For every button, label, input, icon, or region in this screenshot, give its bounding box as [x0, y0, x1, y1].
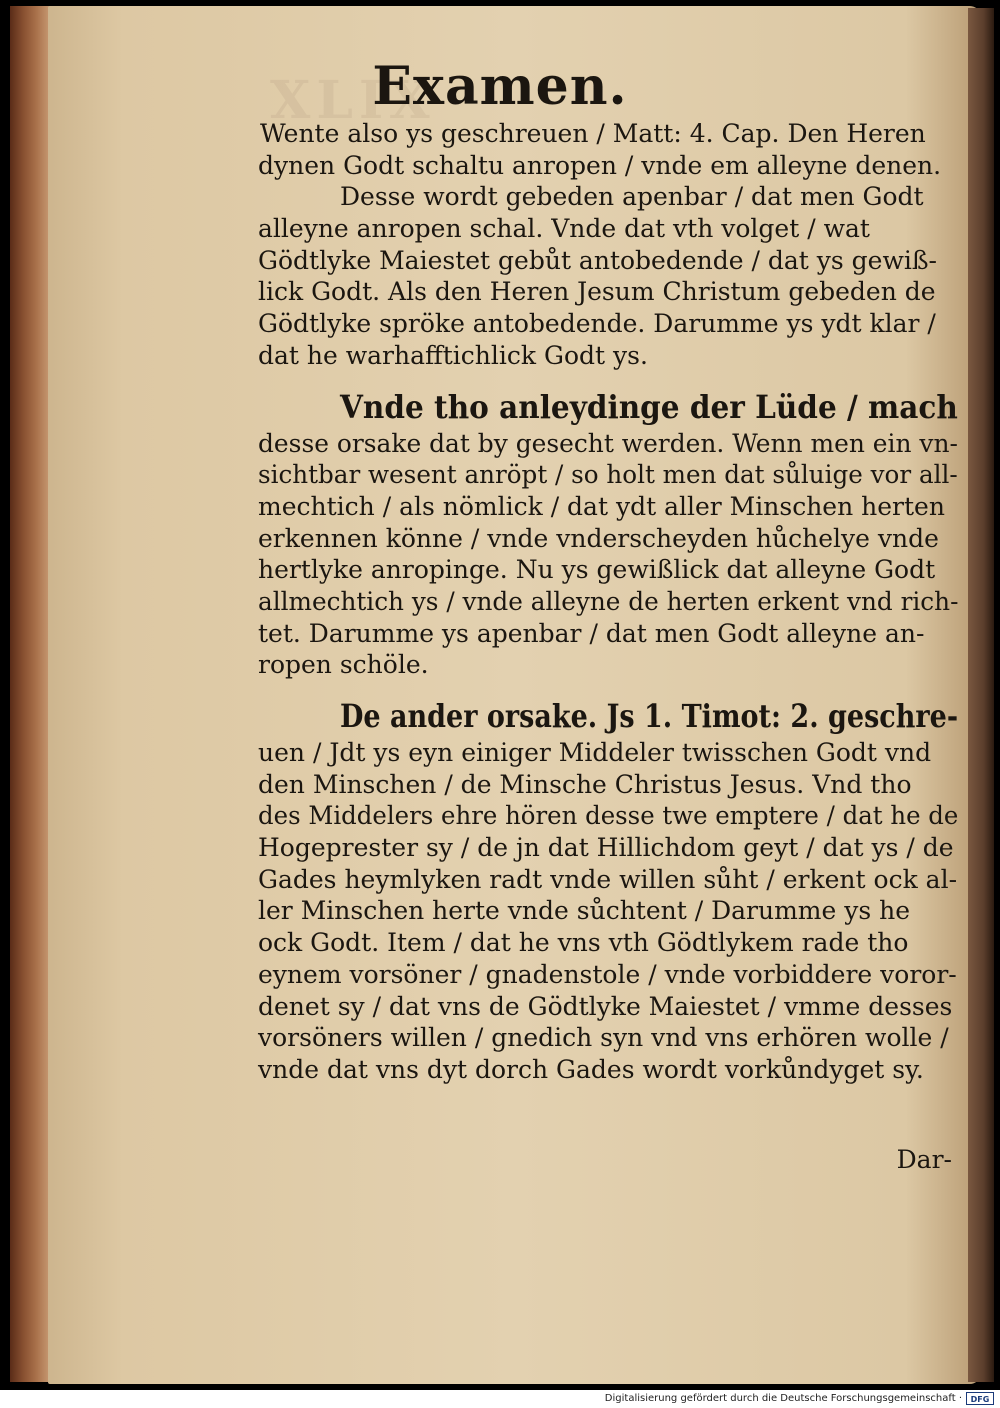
text-line: Hogeprester sy / de jn dat Hillichdom geyt / dat ys / de	[258, 833, 954, 863]
dfg-logo: DFG	[966, 1392, 994, 1405]
book-edge-left	[10, 6, 50, 1382]
text-line: Gödtlyke Maiestet gebůt antobedende / dat ys gewiß-	[258, 245, 937, 275]
text-line: ock Godt. Item / dat he vns vth Gödtlykem rade tho	[258, 928, 909, 958]
text-line: hertlyke anropinge. Nu ys gewißlick dat alleyne Godt	[258, 555, 936, 585]
digitization-credit: Digitalisierung gefördert durch die Deutsche Forschungsgemeinschaft ·	[604, 1393, 962, 1404]
text-line: alleyne anropen schal. Vnde dat vth volget / wat	[258, 214, 870, 244]
text-line: den Minschen / de Minsche Christus Jesus. Vnd tho	[258, 769, 912, 799]
paragraph-lead-line: Vnde tho anleydinge der Lüde / mach	[340, 387, 958, 426]
show-through-folio: XLIX	[270, 70, 436, 131]
text-line: ropen schöle.	[258, 650, 429, 680]
text-line: lick Godt. Als den Heren Jesum Christum gebeden de	[258, 277, 936, 307]
text-line: mechtich / als nömlick / dat ydt aller Minschen herten	[258, 491, 945, 521]
text-line: Gades heymlyken radt vnde willen sůht / erkent ock al-	[258, 864, 958, 894]
text-line: Desse wordt gebeden apenbar / dat men Godt	[340, 182, 924, 212]
book-edge-right	[968, 8, 994, 1382]
text-line: uen / Jdt ys eyn einiger Middeler twisschen Godt vnd	[258, 738, 932, 767]
text-line: eynem vorsöner / gnadenstole / vnde vorbiddere voror-	[258, 959, 957, 989]
text-line: denet sy / dat vns de Gödtlyke Maiestet / vmme desses	[258, 991, 953, 1021]
catchword: Dar-	[896, 1145, 952, 1174]
text-line: sichtbar wesent anröpt / so holt men dat sůluige vor all-	[258, 460, 958, 490]
text-line: vorsöners willen / gnedich syn vnd vns erhören wolle /	[258, 1023, 949, 1053]
body-text	[258, 118, 958, 1086]
text-line: Wente also ys geschreuen / Matt: 4. Cap. Den Heren	[260, 119, 926, 148]
text-line: dat he warhafftichlick Godt ys.	[258, 340, 648, 370]
text-line: des Middelers ehre hören desse twe emptere / dat he de	[258, 801, 959, 831]
paragraph-lead-line: De ander orsake. Js 1. Timot: 2. geschre-	[340, 697, 959, 735]
text-line: tet. Darumme ys apenbar / dat men Godt alleyne an-	[258, 618, 925, 648]
text-line: ler Minschen herte vnde sůchtent / Darumme ys he	[258, 896, 911, 926]
text-line: allmechtich ys / vnde alleyne de herten erkent vnd rich-	[258, 586, 959, 616]
text-line: erkennen könne / vnde vnderscheyden hůchelye vnde	[258, 523, 939, 553]
text-line: desse orsake dat by gesecht werden. Wenn men ein vn-	[258, 428, 958, 458]
text-line: vnde dat vns dyt dorch Gades wordt vorkůndyget sy.	[258, 1054, 924, 1084]
text-line: Gödtlyke spröke antobedende. Darumme ys ydt klar /	[258, 309, 936, 339]
page-title: Examen.	[372, 56, 628, 117]
text-line: dynen Godt schaltu anropen / vnde em alleyne denen.	[258, 150, 942, 180]
